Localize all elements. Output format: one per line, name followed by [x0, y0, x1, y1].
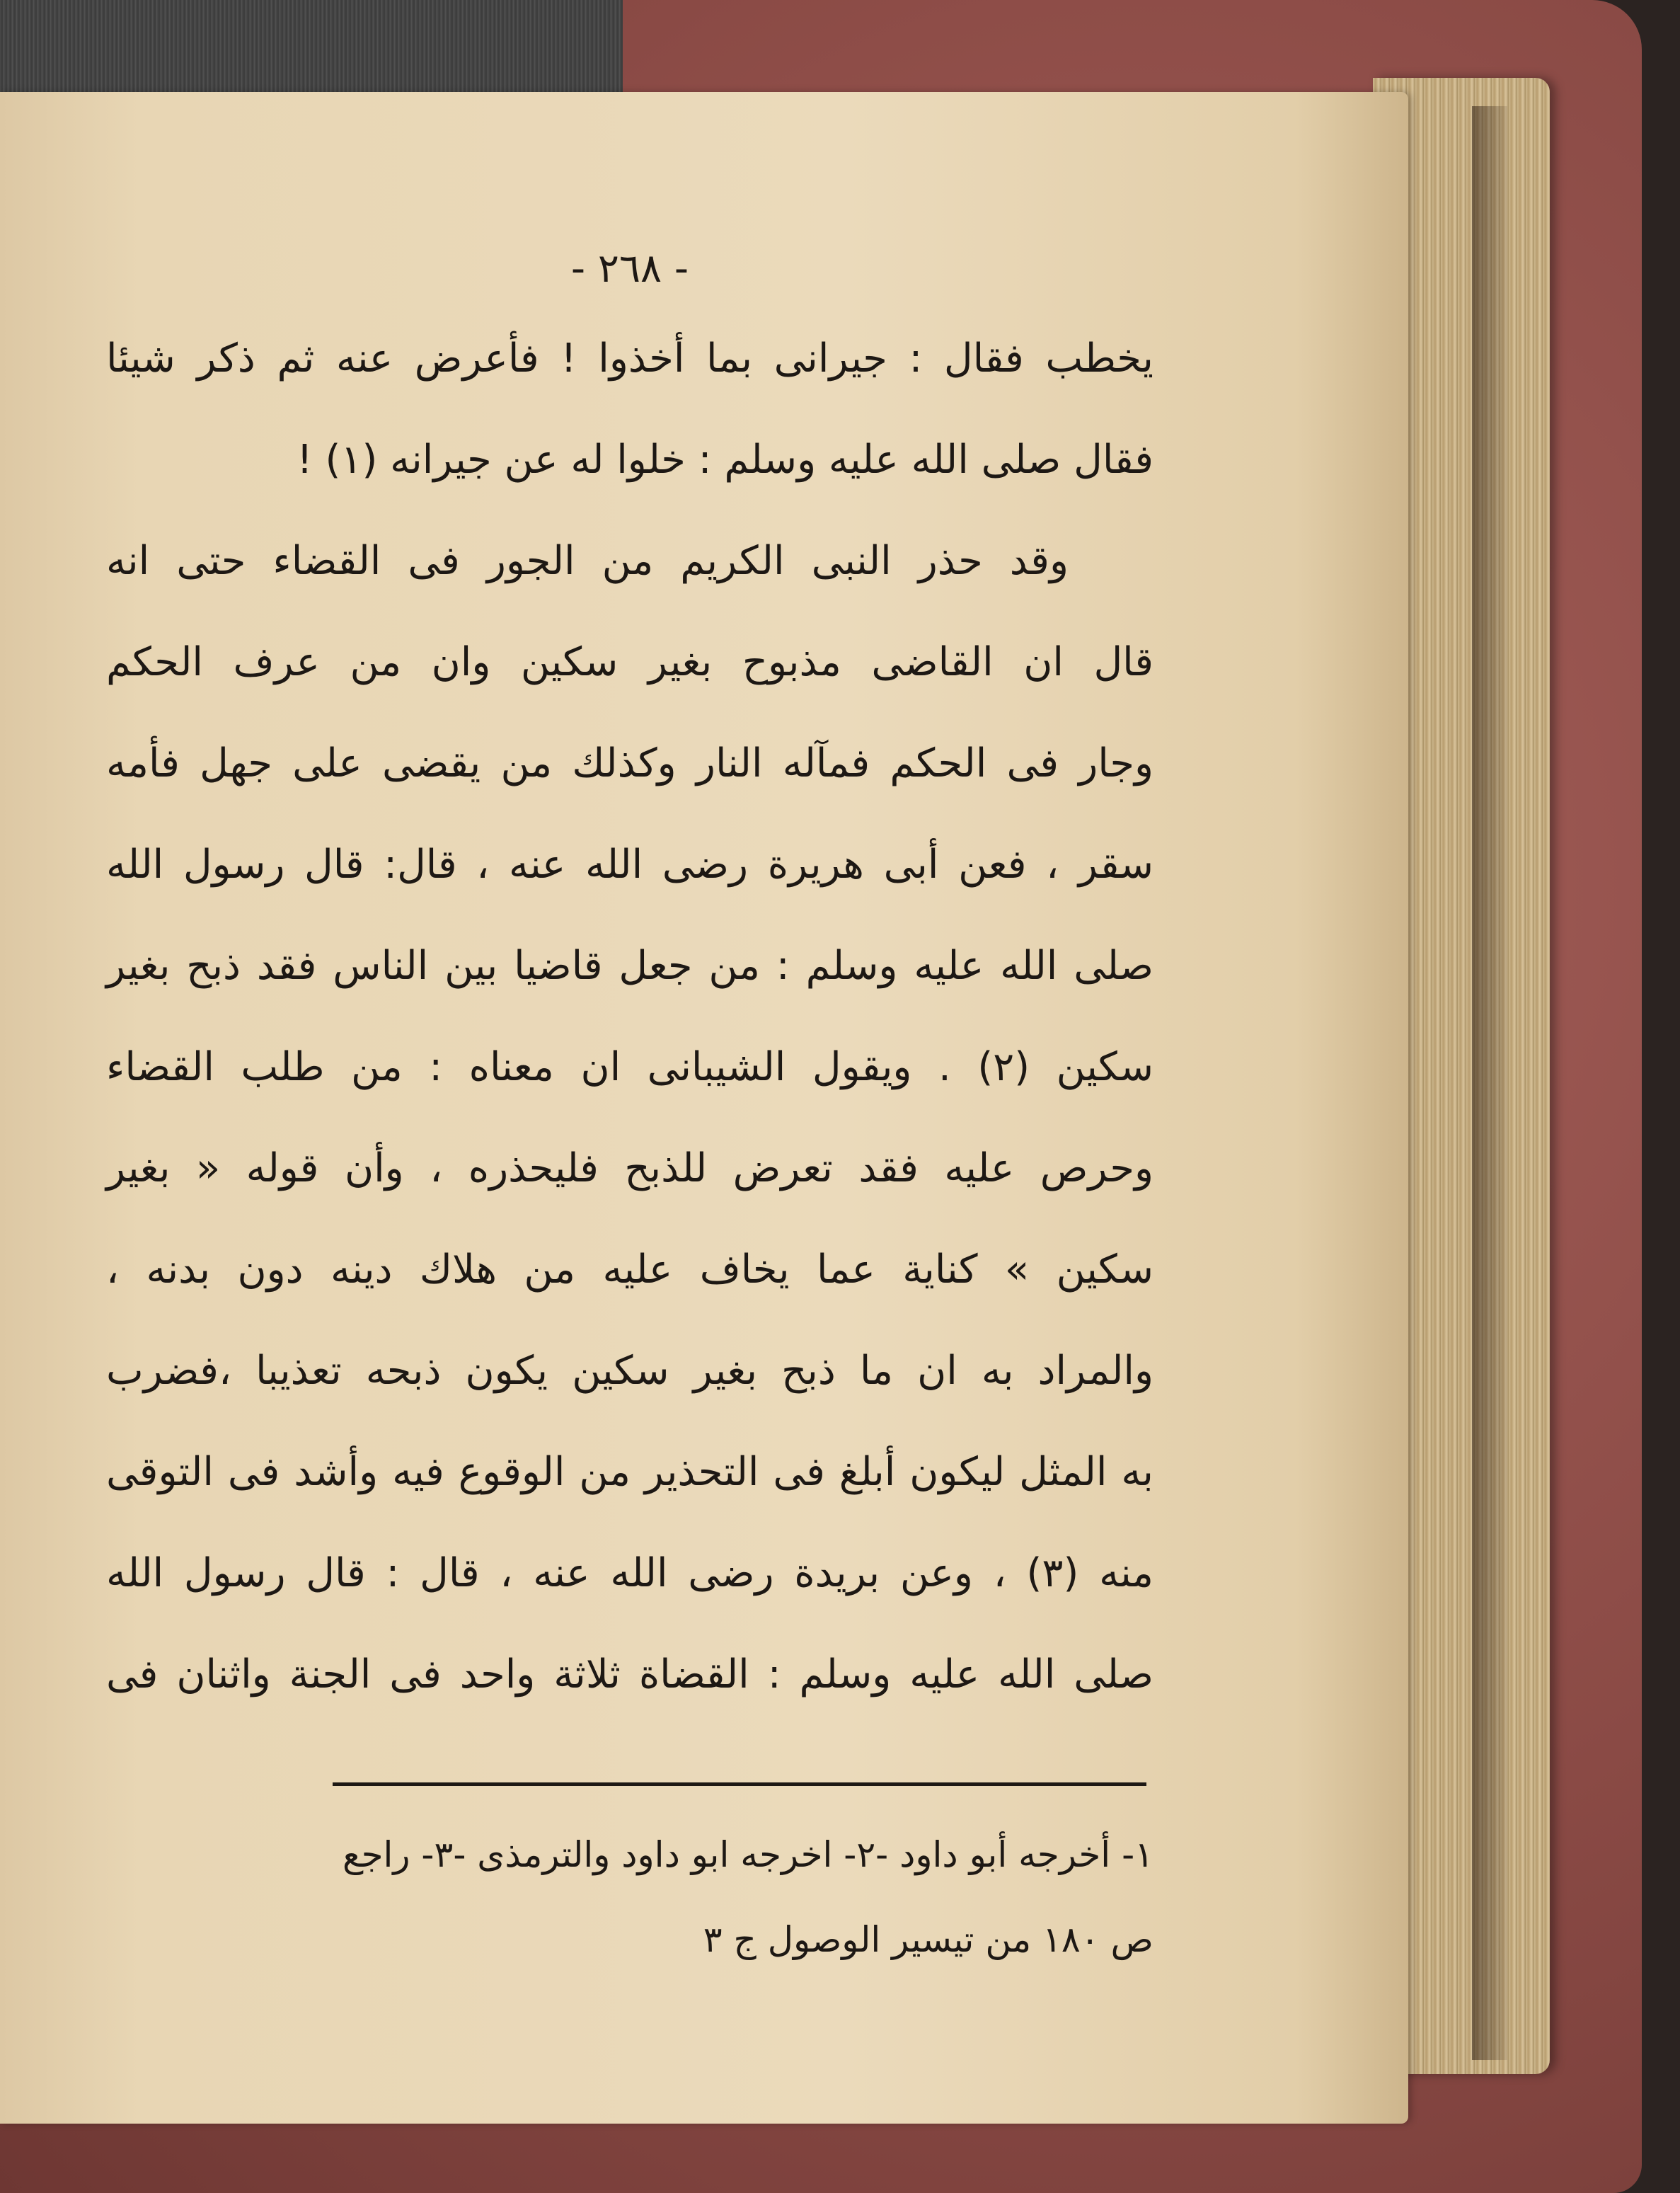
page-text	[106, 244, 1153, 1725]
text-line-1: يخطب فقال : جيرانى بما أخذوا ! فأعرض عنه ثم ذكر شيئا	[106, 336, 1153, 382]
text-line-13: منه (٣) ، وعن بريدة رضى الله عنه ، قال : قال رسول الله	[106, 1550, 1153, 1596]
text-line-14: صلى الله عليه وسلم : القضاة ثلاثة واحد فى الجنة واثنان فى	[106, 1651, 1153, 1697]
text-line-8: سكين (٢) . ويقول الشيبانى ان معناه : من طلب القضاء	[106, 1044, 1153, 1090]
page-edge-shadow	[1472, 106, 1507, 2060]
text-line-11: والمراد به ان ما ذبح بغير سكين يكون ذبحه تعذيبا ،فضرب	[106, 1348, 1153, 1394]
page-number: - ٢٦٨ -	[570, 246, 689, 292]
text-line-12: به المثل ليكون أبلغ فى التحذير من الوقوع فيه وأشد فى التوقى	[106, 1449, 1153, 1495]
footnotes	[106, 1812, 1153, 1982]
text-line-4: قال ان القاضى مذبوح بغير سكين وان من عرف الحكم	[106, 639, 1153, 685]
text-line-10: سكين » كناية عما يخاف عليه من هلاك دينه دون بدنه ،	[106, 1247, 1153, 1293]
book-page	[0, 92, 1408, 2124]
footnote-divider	[333, 1782, 1146, 1786]
footnote-line-2: ص ١٨٠ من تيسير الوصول ج ٣	[703, 1919, 1153, 1960]
text-line-2: فقال صلى الله عليه وسلم : خلوا له عن جيرانه (١) !	[297, 437, 1153, 483]
text-line-5: وجار فى الحكم فمآله النار وكذلك من يقضى على جهل فأمه	[106, 740, 1153, 786]
text-line-6: سقر ، فعن أبى هريرة رضى الله عنه ، قال: قال رسول الله	[106, 842, 1153, 888]
book-spine-cloth	[0, 0, 623, 99]
text-line-3: وقد حذر النبى الكريم من الجور فى القضاء حتى انه	[106, 538, 1069, 584]
footnote-line-1: ١- أخرجه أبو داود -٢- اخرجه ابو داود والترمذى -٣- راجع	[342, 1834, 1153, 1875]
text-line-7: صلى الله عليه وسلم : من جعل قاضيا بين الناس فقد ذبح بغير	[106, 943, 1153, 989]
text-line-9: وحرص عليه فقد تعرض للذبح فليحذره ، وأن قوله « بغير	[106, 1145, 1153, 1191]
